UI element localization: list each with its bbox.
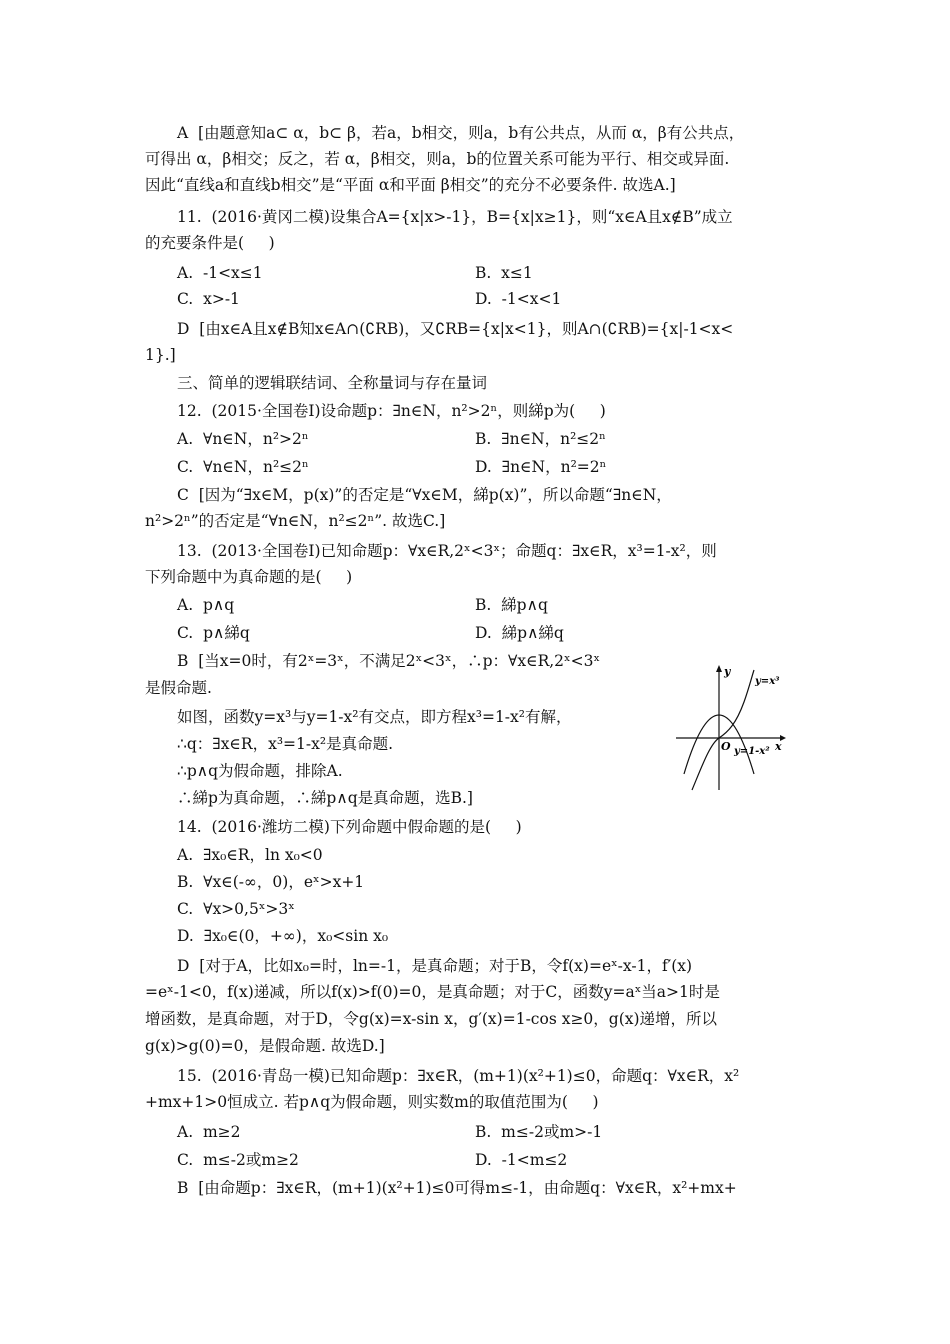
question-13-line-1: 13. (2013·全国卷Ⅰ)已知命题p：∀x∈R,2ˣ<3ˣ；命题q：∃x∈R，x³=1-x²，则 <box>177 542 717 560</box>
question-11-option-a: A. -1<x≤1 <box>177 264 263 282</box>
answer-13-line-5: ∴p∧q为假命题，排除A. <box>177 762 343 780</box>
question-15-line-1: 15. (2016·青岛一模)已知命题p：∃x∈R，(m+1)(x²+1)≤0，命题q：∀x∈R，x² <box>177 1067 740 1085</box>
answer-13-line-3: 如图，函数y=x³与y=1-x²有交点，即方程x³=1-x²有解， <box>177 708 572 726</box>
answer-13-line-6: ∴綈p为真命题，∴綈p∧q是真命题，选B.] <box>177 789 473 807</box>
answer-11-line-2: 1}.] <box>145 346 176 364</box>
answer-10-line-1: A [由题意知a⊂ α，b⊂ β，若a，b相交，则a，b有公共点，从而 α，β有公共点， <box>177 124 745 142</box>
question-15-option-d: D. -1<m≤2 <box>475 1151 568 1169</box>
question-12-line-1: 12. (2015·全国卷Ⅰ)设命题p：∃n∈N，n²>2ⁿ，则綈p为( ) <box>177 402 606 420</box>
answer-15-line-1: B [由命题p：∃x∈R，(m+1)(x²+1)≤0可得m≤-1，由命题q：∀x∈R，x²+mx+ <box>177 1179 737 1197</box>
question-13-option-d: D. 綈p∧綈q <box>475 624 564 642</box>
section-heading: 三、简单的逻辑联结词、全称量词与存在量词 <box>177 374 488 392</box>
question-15-option-c: C. m≤-2或m≥2 <box>177 1151 299 1169</box>
question-15-line-2: +mx+1>0恒成立. 若p∧q为假命题，则实数m的取值范围为( ) <box>145 1093 599 1111</box>
answer-14-line-1: D [对于A，比如x₀=时，ln=-1，是真命题；对于B，令f(x)=eˣ-x-1，f′(x) <box>177 957 693 975</box>
answer-13-line-4: ∴q：∃x∈R，x³=1-x²是真命题. <box>177 735 394 753</box>
question-13-option-c: C. p∧綈q <box>177 624 250 642</box>
question-11-option-c: C. x>-1 <box>177 290 240 308</box>
answer-14-line-4: g(x)>g(0)=0，是假命题. 故选D.] <box>145 1037 385 1055</box>
parabola-label: y=1-x² <box>734 746 770 757</box>
question-14-option-b: B. ∀x∈(-∞，0)，eˣ>x+1 <box>177 873 365 891</box>
question-14-option-c: C. ∀x>0,5ˣ>3ˣ <box>177 900 295 918</box>
question-11-line-2: 的充要条件是( ) <box>145 234 275 252</box>
question-15-option-b: B. m≤-2或m>-1 <box>475 1123 603 1141</box>
cubic-label: y=x³ <box>755 676 780 687</box>
answer-10-line-2: 可得出 α，β相交；反之，若 α，β相交，则a，b的位置关系可能为平行、相交或异面. <box>145 150 730 168</box>
answer-14-line-2: =eˣ-1<0，f(x)递减，所以f(x)>f(0)=0，是真命题；对于C，函数y=aˣ当a>1时是 <box>145 983 720 1001</box>
question-11-option-b: B. x≤1 <box>475 264 533 282</box>
answer-12-line-2: n²>2ⁿ”的否定是“∀n∈N，n²≤2ⁿ”. 故选C.] <box>145 512 446 530</box>
question-12-option-d: D. ∃n∈N，n²=2ⁿ <box>475 458 607 476</box>
question-13-option-a: A. p∧q <box>177 596 235 614</box>
question-14-option-d: D. ∃x₀∈(0，+∞)，x₀<sin x₀ <box>177 927 389 945</box>
question-12-option-b: B. ∃n∈N，n²≤2ⁿ <box>475 430 606 448</box>
question-11-line-1: 11. (2016·黄冈二模)设集合A={x|x>-1}，B={x|x≥1}，则“x∈A且x∉B”成立 <box>177 208 733 226</box>
origin-label: O <box>721 740 731 753</box>
answer-14-line-3: 增函数，是真命题，对于D，令g(x)=x-sin x，g′(x)=1-cos x≥0，g(x)递增，所以 <box>145 1010 718 1028</box>
question-13-option-b: B. 綈p∧q <box>475 596 548 614</box>
answer-12-line-1: C [因为“∃x∈M，p(x)”的否定是“∀x∈M，綈p(x)”，所以命题“∃n∈N， <box>177 486 672 504</box>
answer-13-line-1: B [当x=0时，有2ˣ=3ˣ，不满足2ˣ<3ˣ，∴p：∀x∈R,2ˣ<3ˣ <box>177 652 601 670</box>
x-axis-label: x <box>775 740 782 753</box>
question-12-option-a: A. ∀n∈N，n²>2ⁿ <box>177 430 309 448</box>
y-axis-arrow <box>716 665 722 672</box>
question-14-option-a: A. ∃x₀∈R，ln x₀<0 <box>177 846 323 864</box>
question-14-line-1: 14. (2016·潍坊二模)下列命题中假命题的是( ) <box>177 818 522 836</box>
answer-10-line-3: 因此“直线a和直线b相交”是“平面 α和平面 β相交”的充分不必要条件. 故选A.] <box>145 176 676 194</box>
question-15-option-a: A. m≥2 <box>177 1123 241 1141</box>
function-graph-figure <box>672 662 790 792</box>
answer-13-line-2: 是假命题. <box>145 679 212 697</box>
question-13-line-2: 下列命题中为真命题的是( ) <box>145 568 353 586</box>
question-12-option-c: C. ∀n∈N，n²≤2ⁿ <box>177 458 309 476</box>
answer-11-line-1: D [由x∈A且x∉B知x∈A∩(∁RB)，又∁RB={x|x<1}，则A∩(∁RB)={x|-1<x< <box>177 320 734 338</box>
y-axis-label: y <box>724 665 731 678</box>
question-11-option-d: D. -1<x<1 <box>475 290 562 308</box>
